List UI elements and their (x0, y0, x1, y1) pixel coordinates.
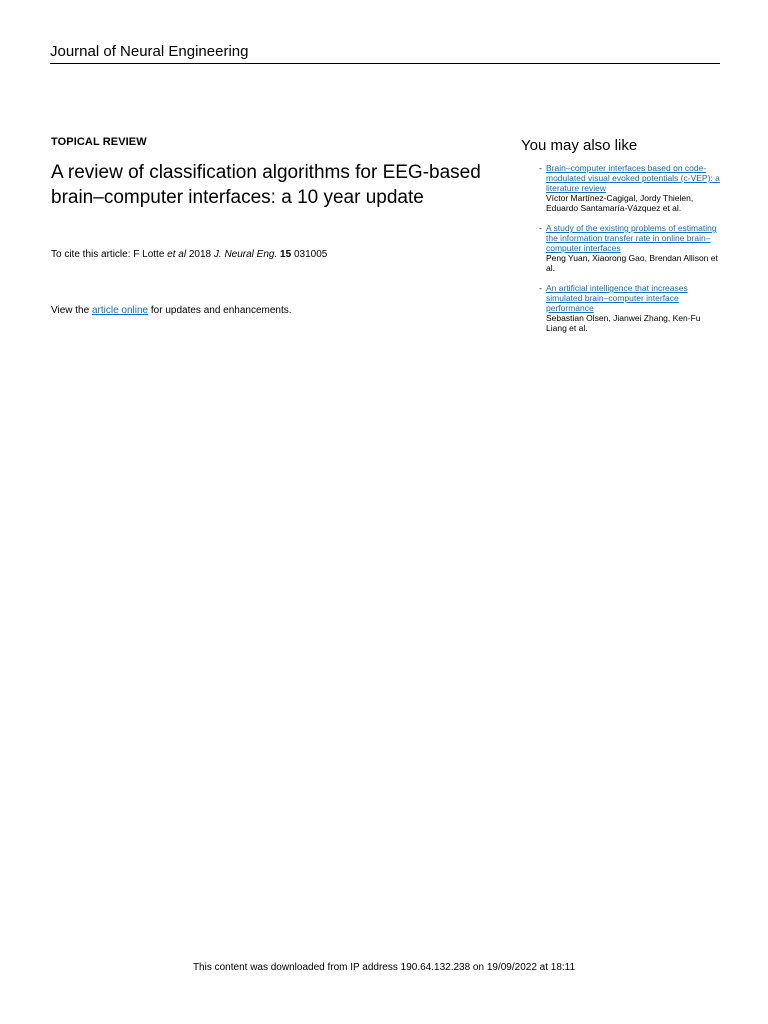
citation-journal: J. Neural Eng. (213, 249, 278, 260)
journal-header (50, 43, 720, 64)
related-item (521, 163, 721, 213)
section-label: TOPICAL REVIEW (51, 136, 147, 148)
related-item-title-link[interactable]: An artificial intelligence that increases simulated brain–computer interface performance (546, 283, 688, 313)
citation-year: 2018 (186, 249, 214, 260)
related-heading: You may also like (521, 137, 638, 154)
related-item-title-link[interactable]: Brain–computer interfaces based on code-modulated visual evoked potentials (c-VEP): a literature review (546, 163, 720, 193)
view-online-line (51, 305, 292, 317)
related-item-authors: Sebastian Olsen, Jianwei Zhang, Ken-Fu Liang et al. (546, 313, 701, 333)
article-online-link[interactable]: article online (91, 305, 149, 316)
list-dash: - (539, 283, 542, 293)
citation-volume: 15 (280, 249, 292, 260)
related-list (521, 163, 721, 333)
article-title: A review of classification algorithms for EEG-based brain–computer interfaces: a 10 year update (51, 162, 481, 208)
view-online-suffix: for updates and enhancements. (148, 305, 292, 316)
related-item-title-link[interactable]: A study of the existing problems of estimating the information transfer rate in online brain–computer interfaces (546, 223, 717, 253)
related-item (521, 223, 721, 273)
citation-prefix: To cite this article: F Lotte (51, 249, 168, 260)
journal-name: Journal of Neural Engineering (50, 43, 249, 60)
citation-line (51, 249, 327, 261)
citation-article-number: 031005 (291, 249, 328, 260)
download-footer: This content was downloaded from IP address 190.64.132.238 on 19/09/2022 at 18:11 (192, 962, 576, 973)
citation-etal: et al (167, 249, 187, 260)
view-online-prefix: View the (51, 305, 92, 316)
related-item-authors: Peng Yuan, Xiaorong Gao, Brendan Allison et al. (546, 253, 718, 273)
related-articles-panel (521, 137, 721, 343)
related-item-authors: Víctor Martínez-Cagigal, Jordy Thielen, Eduardo Santamaría-Vázquez et al. (546, 193, 694, 213)
list-dash: - (539, 163, 542, 173)
list-dash: - (539, 223, 542, 233)
related-item (521, 283, 721, 333)
